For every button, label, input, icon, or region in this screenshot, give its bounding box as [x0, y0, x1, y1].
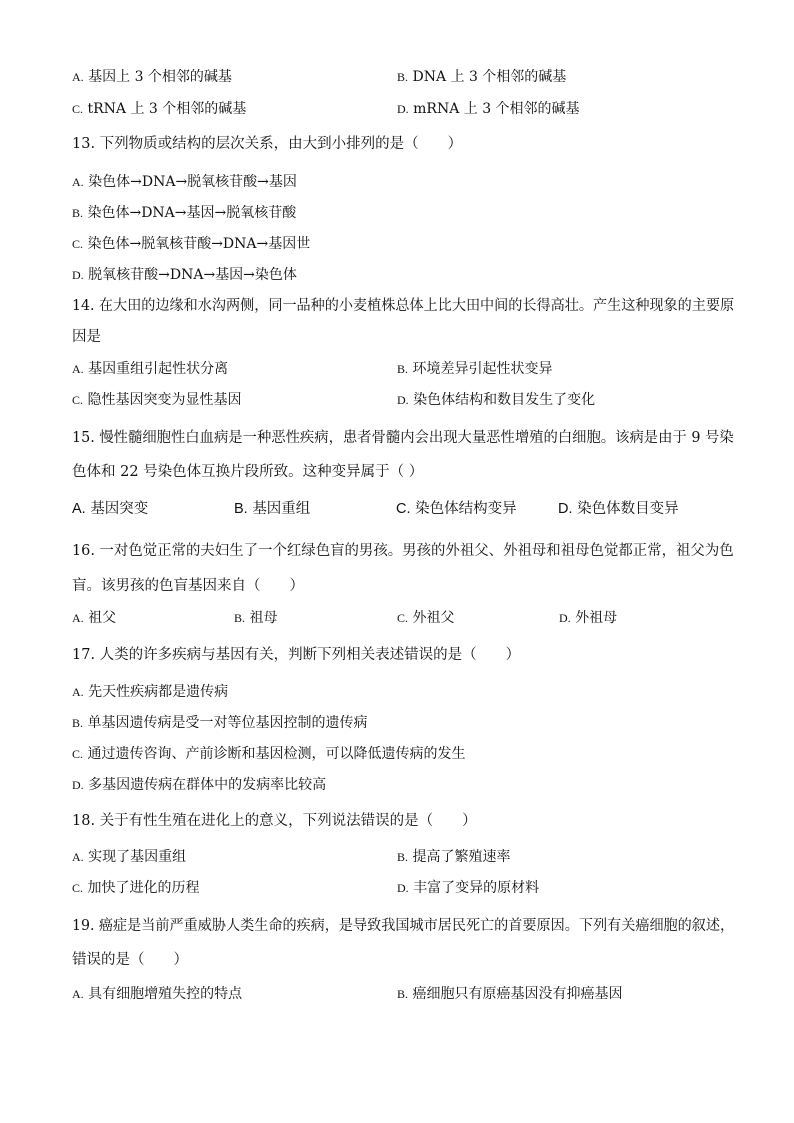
q19-option-a: A. 具有细胞增殖失控的特点	[72, 986, 243, 1002]
q13-option-c: C. 染色体→脱氧核苷酸→DNA→基因世	[72, 236, 311, 252]
q17-option-b: B. 单基因遗传病是受一对等位基因控制的遗传病	[72, 715, 368, 731]
q17-stem: 17. 人类的许多疾病与基因有关，判断下列相关表述错误的是（ ）	[72, 647, 521, 663]
q16-option-b: B. 祖母	[234, 610, 278, 626]
q15-option-a: A. 基因突变	[72, 501, 149, 517]
q18-option-b: B. 提高了繁殖速率	[397, 849, 511, 865]
q15-stem-line-2: 色体和 22 号染色体互换片段所致。这种变异属于（ ）	[72, 464, 424, 480]
q13-option-b: B. 染色体→DNA→基因→脱氧核苷酸	[72, 205, 297, 221]
q16-option-d: D. 外祖母	[559, 610, 618, 626]
q13-option-d: D. 脱氧核苷酸→DNA→基因→染色体	[72, 267, 297, 283]
q12-option-c: C. tRNA 上 3 个相邻的碱基	[72, 101, 247, 117]
q18-stem: 18. 关于有性生殖在进化上的意义，下列说法错误的是（ ）	[72, 813, 477, 829]
q14-option-a: A. 基因重组引起性状分离	[72, 361, 229, 377]
q17-option-c: C. 通过遗传咨询、产前诊断和基因检测，可以降低遗传病的发生	[72, 746, 466, 762]
q12-option-b: B. DNA 上 3 个相邻的碱基	[397, 69, 567, 85]
q16-option-a: A. 祖父	[72, 610, 117, 626]
q15-option-d: D. 染色体数目变异	[558, 501, 679, 517]
q16-stem-line-1: 16. 一对色觉正常的夫妇生了一个红绿色盲的男孩。男孩的外祖父、外祖母和祖母色觉都正常，祖父为色	[72, 543, 734, 559]
q17-option-a: A. 先天性疾病都是遗传病	[72, 684, 229, 700]
q19-stem-line-1: 19. 癌症是当前严重威胁人类生命的疾病，是导致我国城市居民死亡的首要原因。下列有关癌细胞的叙述，	[72, 918, 735, 934]
q15-stem-line-1: 15. 慢性髓细胞性白血病是一种恶性疾病，患者骨髓内会出现大量恶性增殖的白细胞。该病是由于 9 号染	[72, 430, 734, 446]
q12-option-a: A. 基因上 3 个相邻的碱基	[72, 69, 232, 85]
q16-stem-line-2: 盲。该男孩的色盲基因来自（ ）	[72, 578, 304, 594]
q14-option-c: C. 隐性基因突变为显性基因	[72, 392, 242, 408]
q14-stem-line-2: 因是	[72, 329, 101, 345]
q15-option-c: C. 染色体结构变异	[396, 501, 517, 517]
q16-option-c: C. 外祖父	[397, 610, 455, 626]
q13-stem: 13. 下列物质或结构的层次关系，由大到小排列的是（ ）	[72, 136, 463, 152]
q18-option-c: C. 加快了进化的历程	[72, 880, 200, 896]
q14-option-b: B. 环境差异引起性状变异	[397, 361, 553, 377]
q18-option-a: A. 实现了基因重组	[72, 849, 187, 865]
q15-option-b: B. 基因重组	[234, 501, 311, 517]
q12-option-d: D. mRNA 上 3 个相邻的碱基	[397, 101, 580, 117]
q19-stem-line-2: 错误的是（ ）	[72, 952, 188, 968]
q18-option-d: D. 丰富了变异的原材料	[397, 880, 540, 896]
q19-option-b: B. 癌细胞只有原癌基因没有抑癌基因	[397, 986, 623, 1002]
q14-stem-line-1: 14. 在大田的边缘和水沟两侧，同一品种的小麦植株总体上比大田中间的长得高壮。产生这种现象的主要原	[72, 298, 735, 314]
q14-option-d: D. 染色体结构和数目发生了变化	[397, 392, 596, 408]
q13-option-a: A. 染色体→DNA→脱氧核苷酸→基因	[72, 174, 297, 190]
q17-option-d: D. 多基因遗传病在群体中的发病率比较高	[72, 777, 327, 793]
